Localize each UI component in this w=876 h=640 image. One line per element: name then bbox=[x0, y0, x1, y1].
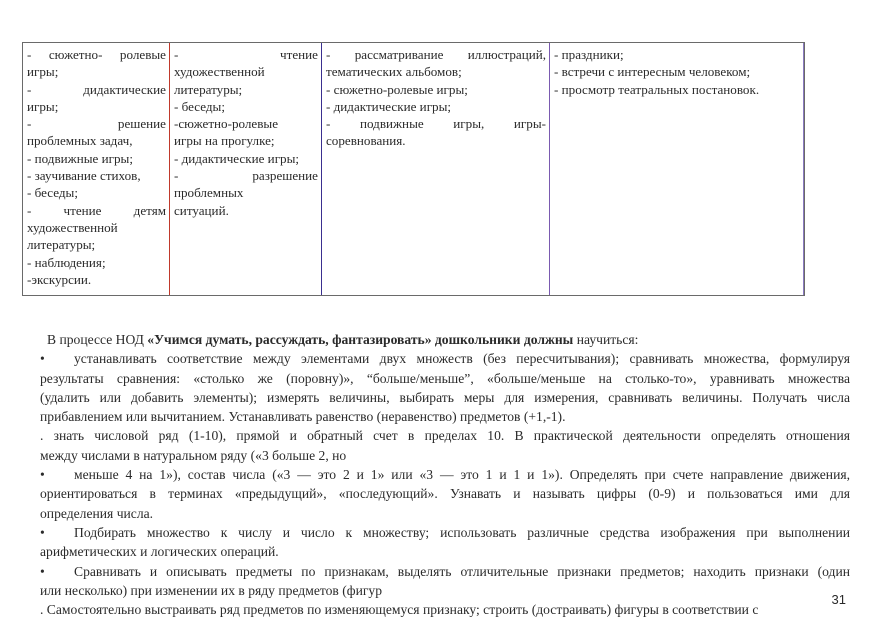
paragraph-2 bbox=[40, 426, 850, 465]
line-text: между числами в натуральном ряду («3 больше 2, но bbox=[40, 447, 347, 463]
table-cell-line: - рассматривание иллюстраций, bbox=[326, 47, 546, 62]
table-column-3 bbox=[322, 43, 550, 295]
paragraph-5 bbox=[40, 562, 850, 601]
paragraph-4 bbox=[40, 523, 850, 562]
paragraph-line bbox=[40, 542, 850, 561]
table-cell-line: проблемных задач, bbox=[27, 133, 133, 149]
table-cell-line: - наблюдения; bbox=[27, 254, 106, 270]
table-cell-line: - решение bbox=[27, 116, 166, 132]
intro-tail-text: научиться: bbox=[573, 332, 639, 347]
table-cell-line: игры; bbox=[27, 98, 59, 114]
paragraph-6 bbox=[40, 600, 850, 619]
table-cell-line: - дидактические игры; bbox=[326, 98, 452, 114]
line-text: . Самостоятельно выстраивать ряд предметов по изменяющемуся признаку; строить (достраивать) фигуры в соответствии с bbox=[40, 602, 759, 618]
paragraph-line bbox=[40, 349, 850, 368]
paragraph-line bbox=[40, 407, 850, 426]
paragraph-line bbox=[40, 388, 850, 407]
bullet-icon: • bbox=[40, 563, 45, 579]
line-text: или несколько) при изменении их в ряду предметов (фигур bbox=[40, 582, 383, 598]
table-cell-line: - чтение детям bbox=[27, 202, 166, 218]
table-cell-line: - подвижные игры; bbox=[27, 150, 133, 166]
line-text: (удалить или добавить элементы); измерять величины, выбирать меры для измерения, сравнивать величины. Получать числа bbox=[40, 389, 850, 405]
table-cell-line: - чтение bbox=[174, 47, 318, 62]
bullet-icon: • bbox=[40, 467, 45, 483]
line-text: результаты сравнения: «столько же (поровну)», “больше/меньше”, «больше/меньше на столько-то», уравнивать множества bbox=[40, 370, 850, 386]
body-text bbox=[40, 330, 850, 619]
table-cell-line: художественной bbox=[174, 64, 265, 80]
page-number: 31 bbox=[831, 592, 846, 607]
bullet-icon: • bbox=[40, 351, 45, 367]
table-cell-line: - встречи с интересным человеком; bbox=[554, 64, 751, 80]
paragraph-line bbox=[40, 446, 850, 465]
table-cell-line: - сюжетно- ролевые bbox=[27, 47, 166, 62]
line-text: устанавливать соответствие между элементами двух множеств (без пересчитывания); сравнивать множества, формулируя bbox=[74, 351, 850, 367]
paragraph-line bbox=[40, 484, 850, 503]
table-cell-line: - разрешение bbox=[174, 168, 318, 184]
line-text: арифметических и логических операций. bbox=[40, 544, 279, 560]
table-cell-line: - беседы; bbox=[27, 185, 78, 201]
intro-bold-text: «Учимся думать, рассуждать, фантазировать» дошкольники должны bbox=[147, 332, 574, 347]
table-column-2 bbox=[170, 43, 322, 295]
table-cell-line: - беседы; bbox=[174, 98, 225, 114]
line-text: . знать числовой ряд (1-10), прямой и обратный счет в пределах 10. В практической деятельности определять отношения bbox=[40, 428, 850, 444]
table-cell-line: тематических альбомов; bbox=[326, 64, 462, 80]
line-text: ориентироваться в терминах «предыдущий», «последующий». Узнавать и называть цифры (0-9) и пользоваться ими для bbox=[40, 486, 850, 502]
line-text: определения числа. bbox=[40, 505, 154, 521]
table-cell-line: - праздники; bbox=[554, 47, 624, 62]
table-column-4 bbox=[550, 43, 804, 295]
table-cell-line: соревнования. bbox=[326, 133, 406, 149]
paragraph-line bbox=[40, 426, 850, 445]
paragraph-line bbox=[40, 600, 850, 619]
intro-paragraph bbox=[40, 330, 850, 349]
table-cell-line: - сюжетно-ролевые игры; bbox=[326, 81, 468, 97]
intro-text: В процессе НОД bbox=[47, 332, 148, 347]
paragraph-line bbox=[40, 369, 850, 388]
paragraph-line bbox=[40, 581, 850, 600]
table-cell-line: игры; bbox=[27, 64, 59, 80]
table-cell-line: проблемных bbox=[174, 185, 244, 201]
paragraph-3 bbox=[40, 465, 850, 523]
line-text: прибавлением или вычитанием. Устанавливать равенство (неравенство) предметов (+1,-1). bbox=[40, 409, 566, 425]
table-cell-line: ситуаций. bbox=[174, 202, 229, 218]
line-text: меньше 4 на 1»), состав числа («3 — это 2 и 1» или «3 — это 1 и 1 и 1»). Определять при счете направление движения, bbox=[74, 467, 850, 483]
line-text: Подбирать множество к числу и число к множеству; использовать различные средства изображения при выполнении bbox=[74, 524, 850, 540]
line-text: Сравнивать и описывать предметы по признакам, выделять отличительные признаки предметов; находить признаки (один bbox=[74, 563, 850, 579]
table-cell-line: -экскурсии. bbox=[27, 271, 92, 287]
table-cell-line: -сюжетно-ролевые bbox=[174, 116, 279, 132]
paragraph-line bbox=[40, 523, 850, 542]
paragraph-line bbox=[40, 504, 850, 523]
table-cell-line: - дидактические bbox=[27, 81, 166, 97]
table-cell-line: - дидактические игры; bbox=[174, 150, 300, 166]
table-cell-line: литературы; bbox=[27, 237, 96, 253]
table-cell-line: - просмотр театральных постановок. bbox=[554, 81, 760, 97]
table-cell-line: - подвижные игры, игры- bbox=[326, 116, 546, 132]
table-column-1 bbox=[23, 43, 170, 295]
paragraph-line bbox=[40, 465, 850, 484]
table-cell-line: литературы; bbox=[174, 81, 243, 97]
bullet-icon: • bbox=[40, 524, 45, 540]
paragraph-1 bbox=[40, 349, 850, 426]
table-cell-line: художественной bbox=[27, 219, 118, 235]
table-cell-line: игры на прогулке; bbox=[174, 133, 275, 149]
activities-table bbox=[22, 42, 805, 296]
table-cell-line: - заучивание стихов, bbox=[27, 168, 141, 184]
paragraph-line bbox=[40, 562, 850, 581]
